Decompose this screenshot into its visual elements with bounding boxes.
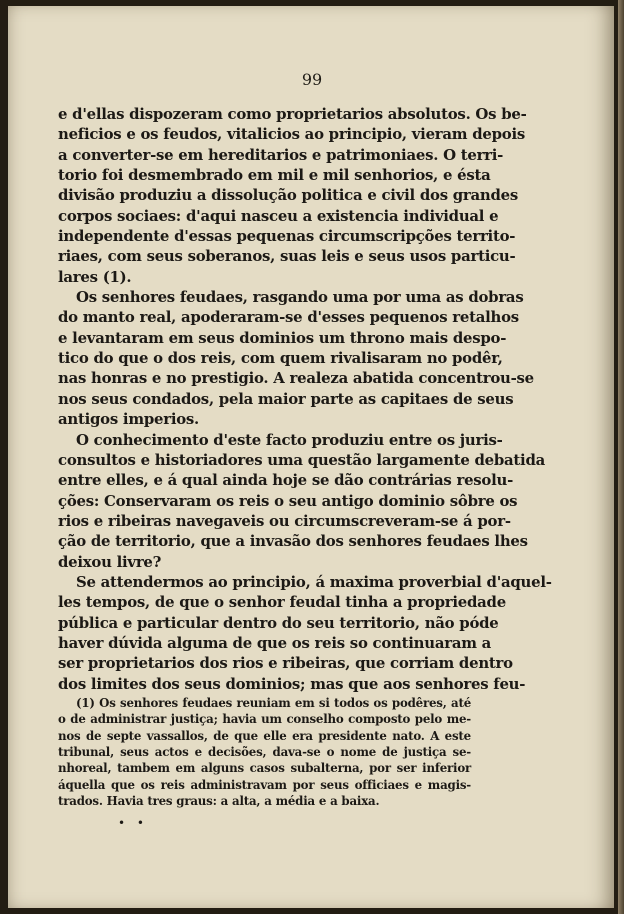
footnote-line: áquella que os reis administravam por seus officiaes e magis- [58,777,471,792]
body-line: deixou livre? [58,552,162,571]
body-line: pública e particular dentro do seu territorio, não póde [58,613,499,632]
body-line: independente d'essas pequenas circumscripções territo- [58,227,516,246]
body-line: dos limites dos seus dominios; mas que aos senhores feu- [58,674,526,693]
body-line: lares (1). [58,267,132,286]
body-line: entre elles, e á qual ainda hoje se dão contrárias resolu- [58,471,514,490]
body-line: e levantaram em seus dominios um throno mais despo- [58,328,507,347]
signature-marks: • • [118,816,148,830]
footnote-line: nos de septe vassallos, de que elle era presidente nato. A este [58,728,471,743]
body-line: ser proprietarios dos rios e ribeiras, que corriam dentro [58,654,513,673]
body-line: e d'ellas dispozeram como proprietarios absolutos. Os be- [58,105,527,123]
page-edge [618,0,624,914]
body-line: consultos e historiadores uma questão largamente debatida [58,450,546,469]
footnote-line: tribunal, seus actos e decisões, dava-se o nome de justiça se- [58,745,471,760]
body-line: riaes, com seus soberanos, suas leis e seus usos particu- [58,247,516,266]
footnote-line: nhoreal, tambem em alguns casos subalterna, por ser inferior [58,761,471,776]
body-line: divisão produziu a dissolução politica e civil dos grandes [58,186,519,205]
body-line: corpos sociaes: d'aqui nasceu a existencia individual e [58,206,499,225]
paragraph-start-line: O conhecimento d'este facto produziu entre os juris- [76,430,503,449]
body-line: antigos imperios. [58,410,199,429]
paragraph-start-line: Se attendermos ao principio, á maxima proverbial d'aquel- [76,572,552,591]
body-line: ções: Conservaram os reis o seu antigo dominio sôbre os [58,491,518,510]
footnote-line: (1) Os senhores feudaes reuniam em si todos os podêres, até [76,696,471,710]
body-line: nos seus condados, pela maior parte as capitaes de seus [58,389,514,408]
footnote-line: trados. Havia tres graus: a alta, a média e a baixa. [58,794,380,809]
body-line: nas honras e no prestigio. A realeza abatida concentrou-se [58,369,534,388]
paragraph-start-line: Os senhores feudaes, rasgando uma por uma as dobras [76,288,524,307]
body-line: rios e ribeiras navegaveis ou circumscreveram-se á por- [58,511,511,530]
body-line: les tempos, de que o senhor feudal tinha a propriedade [58,593,506,612]
footnote [58,695,471,809]
body-line: torio foi desmembrado em mil e mil senhorios, e ésta [58,166,491,185]
body-line: a converter-se em hereditarios e patrimoniaes. O terri- [58,145,504,164]
body-line: neficios e os feudos, vitalicios ao principio, vieram depois [58,125,525,144]
body-line: tico do que o dos reis, com quem rivalisaram no podêr, [58,349,503,368]
footnote-line: o de administrar justiça; havia um conselho composto pelo me- [58,712,471,727]
body-line: haver dúvida alguma de que os reis so continuaram a [58,633,492,652]
body-line: do manto real, apoderaram-se d'esses pequenos retalhos [58,308,519,327]
body-text [58,104,552,694]
page-number: 99 [301,70,323,89]
body-line: ção de territorio, que a invasão dos senhores feudaes lhes [58,532,528,551]
